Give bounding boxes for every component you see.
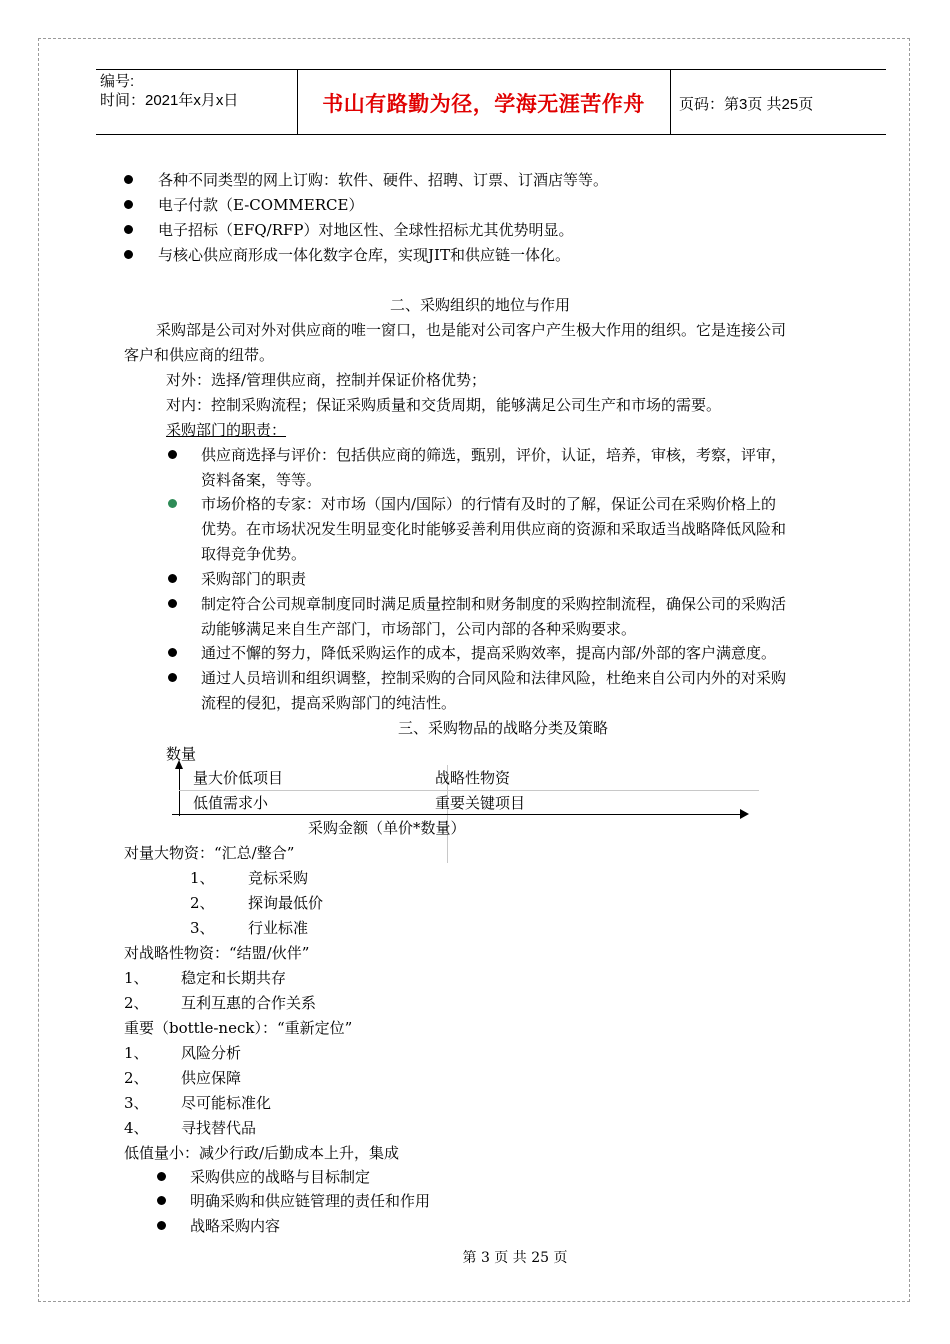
list-number: 3、 [124,1094,149,1112]
list-item: 采购供应的战略与目标制定 [190,1168,371,1186]
list-item: 探询最低价 [248,894,324,912]
paragraph-line: 对内：控制采购流程；保证采购质量和交货周期，能够满足公司生产和市场的需要。 [166,396,722,414]
header-page-number: 页码：第3页 共25页 [679,95,814,113]
matrix-quadrant-label: 重要关键项目 [435,794,526,812]
bullet-icon [124,200,133,209]
list-item-continued: 资料备案，等等。 [201,471,322,489]
bullet-icon [168,648,177,657]
list-item-continued: 优势。在市场状况发生明显变化时能够妥善利用供应商的资源和采取适当战略降低风险和 [201,520,787,538]
list-item: 电子付款（E-COMMERCE） [158,196,364,214]
bullet-icon [168,599,177,608]
bullet-icon [168,499,177,508]
list-item: 战略采购内容 [190,1217,281,1235]
list-item: 供应保障 [181,1069,242,1087]
duties-heading: 采购部门的职责： [166,421,287,439]
list-item: 与核心供应商形成一体化数字仓库，实现JIT和供应链一体化。 [158,246,570,264]
list-item: 行业标准 [248,919,309,937]
header-divider [670,70,671,134]
x-axis [172,814,741,815]
x-axis-arrow-icon [740,809,749,819]
strategy-heading: 重要（bottle-neck）：“重新定位” [124,1019,353,1037]
list-item: 供应商选择与评价：包括供应商的筛选，甄别，评价，认证，培养，审核，考察，评审， [201,446,787,464]
list-number: 2、 [190,894,215,912]
list-item: 各种不同类型的网上订购：软件、硬件、招聘、订票、订酒店等等。 [158,171,609,189]
y-axis [179,768,180,816]
section-title: 三、采购物品的战略分类及策略 [398,719,609,737]
list-item: 风险分析 [181,1044,242,1062]
list-item: 采购部门的职责 [201,570,307,588]
list-number: 1、 [190,869,215,887]
list-number: 2、 [124,994,149,1012]
list-item-continued: 流程的侵犯，提高采购部门的纯洁性。 [201,694,457,712]
bullet-icon [124,250,133,259]
list-number: 1、 [124,1044,149,1062]
bullet-icon [157,1172,166,1181]
list-number: 3、 [190,919,215,937]
matrix-quadrant-label: 量大价低项目 [193,769,284,787]
matrix-quadrant-label: 低值需求小 [193,794,269,812]
list-item: 通过不懈的努力，降低采购运作的成本，提高采购效率，提高内部/外部的客户满意度。 [201,644,777,662]
time-label: 时间：2021年x月x日 [100,92,239,109]
bullet-icon [168,450,177,459]
page-footer: 第 3 页 共 25 页 [462,1250,568,1266]
bullet-icon [168,673,177,682]
list-item: 明确采购和供应链管理的责任和作用 [190,1192,431,1210]
paragraph-line: 对外：选择/管理供应商，控制并保证价格优势； [166,371,487,389]
strategy-heading: 低值量小：减少行政/后勤成本上升，集成 [124,1144,400,1162]
bullet-icon [157,1221,166,1230]
list-item: 通过人员培训和组织调整，控制采购的合同风险和法律风险，杜绝来自公司内外的对采购 [201,669,787,687]
bullet-icon [124,175,133,184]
list-number: 2、 [124,1069,149,1087]
list-item: 竞标采购 [248,869,309,887]
strategy-heading: 对战略性物资：“结盟/伙伴” [124,944,310,962]
bullet-icon [168,574,177,583]
list-item: 制定符合公司规章制度同时满足质量控制和财务制度的采购控制流程，确保公司的采购活 [201,595,787,613]
list-number: 4、 [124,1119,149,1137]
list-item-continued: 取得竞争优势。 [201,545,307,563]
strategy-heading: 对量大物资：“汇总/整合” [124,844,295,862]
paragraph-line: 客户和供应商的纽带。 [124,346,275,364]
bullet-icon [157,1196,166,1205]
list-item: 寻找替代品 [181,1119,257,1137]
quadrant-divider [179,790,759,791]
bullet-icon [124,225,133,234]
list-item: 尽可能标准化 [181,1094,272,1112]
list-item-continued: 动能够满足来自生产部门，市场部门，公司内部的各种采购要求。 [201,620,637,638]
serial-label: 编号: [100,73,135,90]
list-item: 互利互惠的合作关系 [181,994,317,1012]
list-item: 稳定和长期共存 [181,969,287,987]
section-title: 二、采购组织的地位与作用 [390,296,571,314]
matrix-y-label: 数量 [166,745,197,763]
list-item: 市场价格的专家：对市场（国内/国际）的行情有及时的了解，保证公司在采购价格上的 [201,495,777,513]
header-meta [100,72,238,110]
list-number: 1、 [124,969,149,987]
header-motto: 书山有路勤为径，学海无涯苦作舟 [322,92,645,116]
list-item: 电子招标（EFQ/RFP）对地区性、全球性招标尤其优势明显。 [158,221,574,239]
page-header [96,69,886,135]
matrix-quadrant-label: 战略性物资 [435,769,511,787]
matrix-x-label: 采购金额（单价*数量） [308,819,466,837]
paragraph-line: 采购部是公司对外对供应商的唯一窗口，也是能对公司客户产生极大作用的组织。它是连接公司 [156,321,787,339]
